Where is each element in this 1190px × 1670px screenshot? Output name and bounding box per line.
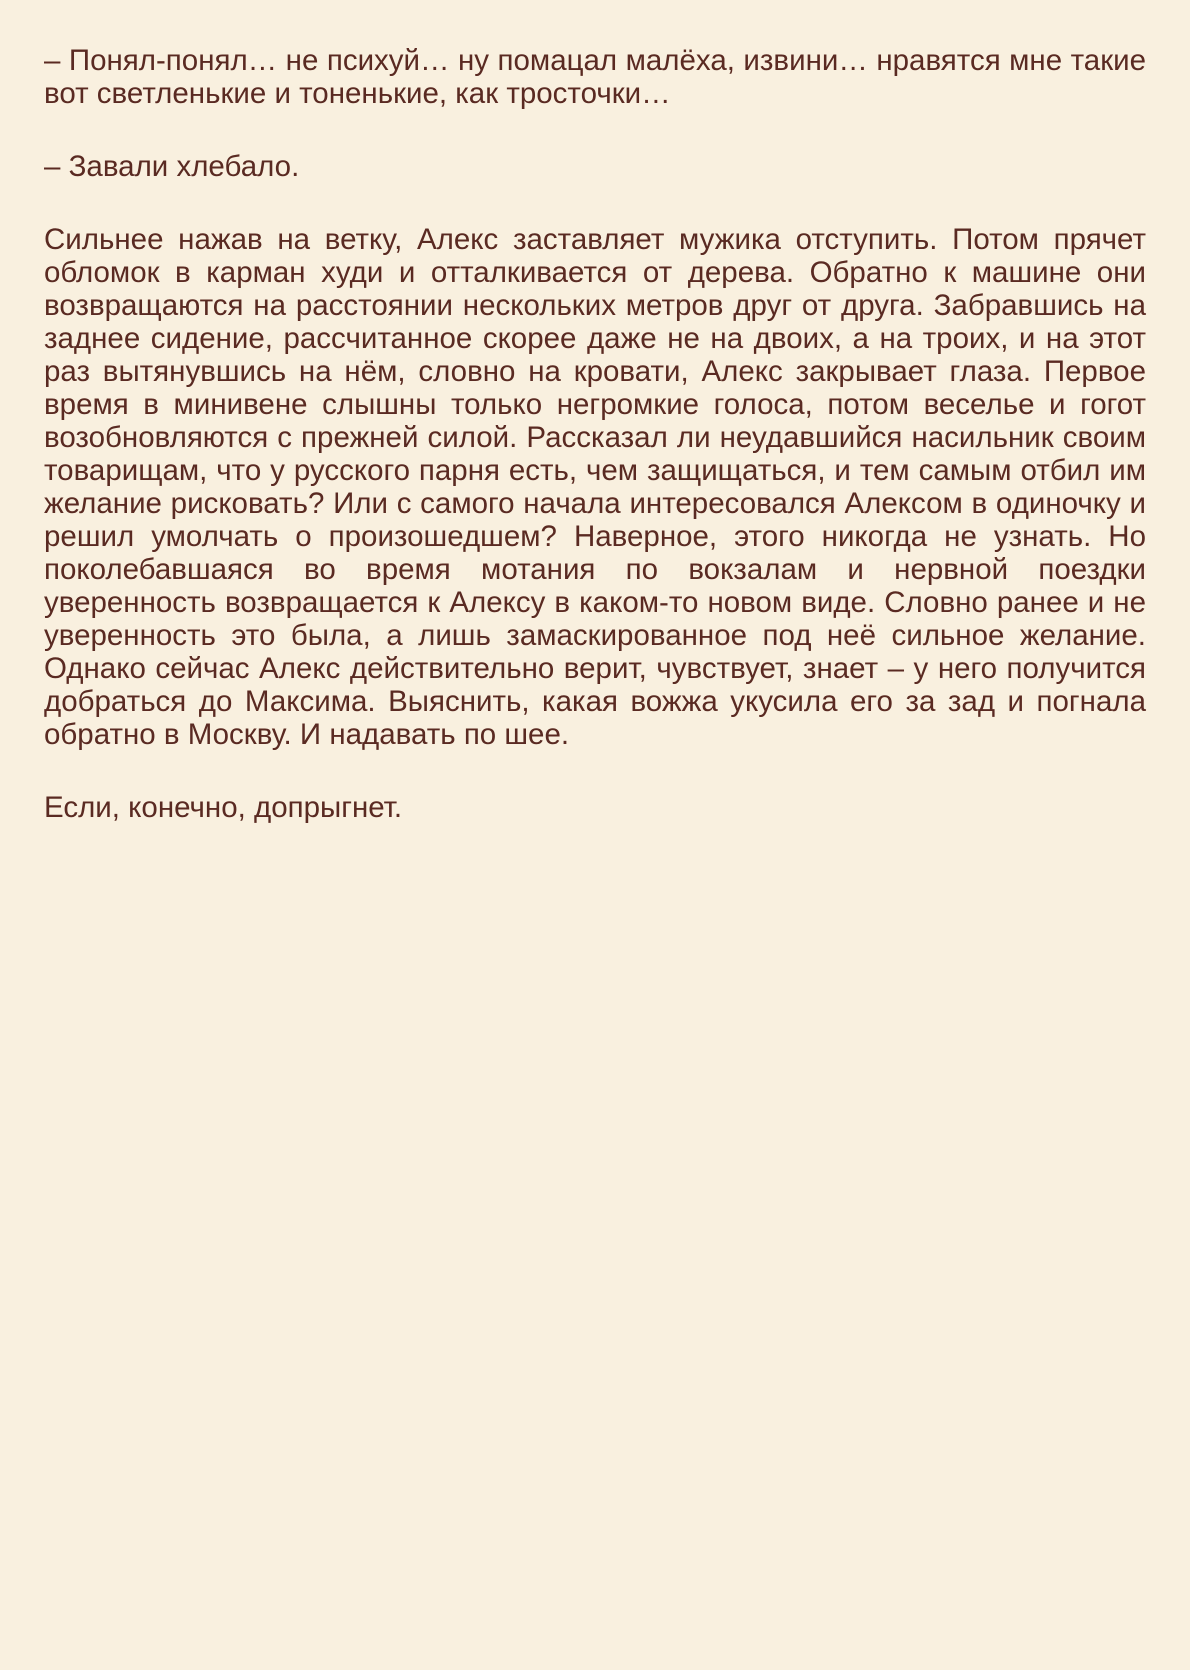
paragraph-dialogue-2: – Завали хлебало. xyxy=(44,150,300,183)
paragraph-closing: Если, конечно, допрыгнет. xyxy=(44,791,403,824)
paragraph-narrative: Сильнее нажав на ветку, Алекс заставляет мужика отступить. Потом прячет обломок в карман худи и отталкивается от дерева. Обратно к машине они возвращаются на расстоянии нескольких метров друг от друга. Забравшись на заднее сидение, рассчитанное скорее даже не на двоих, а на троих, и на этот раз вытянувшись на нём, словно на кровати, Алекс закрывает глаза. Первое время в минивене слышны только негромкие голоса, потом веселье и гогот возобновляются с прежней силой. Рассказал ли неудавшийся насильник своим товарищам, что у русского парня есть, чем защищаться, и тем самым отбил им желание рисковать? Или с самого начала интересовался Алексом в одиночку и решил умолчать о произошедшем? Наверное, этого никогда не узнать. Но поколебавшаяся во время мотания по вокзалам и нервной поездки уверенность возвращается к Алексу в каком-то новом виде. Словно ранее и не уверенность это была, а лишь замаскированное под неё сильное желание. Однако сейчас Алекс действительно верит, чувствует, знает – у него получится добраться до Максима. Выяснить, какая вожжа укусила его за зад и погнала обратно в Москву. И надавать по шее. xyxy=(44,223,1146,751)
paragraph-dialogue-1: – Понял-понял… не психуй… ну помацал малёха, извини… нравятся мне такие вот светленькие и тоненькие, как тросточки… xyxy=(44,44,1146,110)
